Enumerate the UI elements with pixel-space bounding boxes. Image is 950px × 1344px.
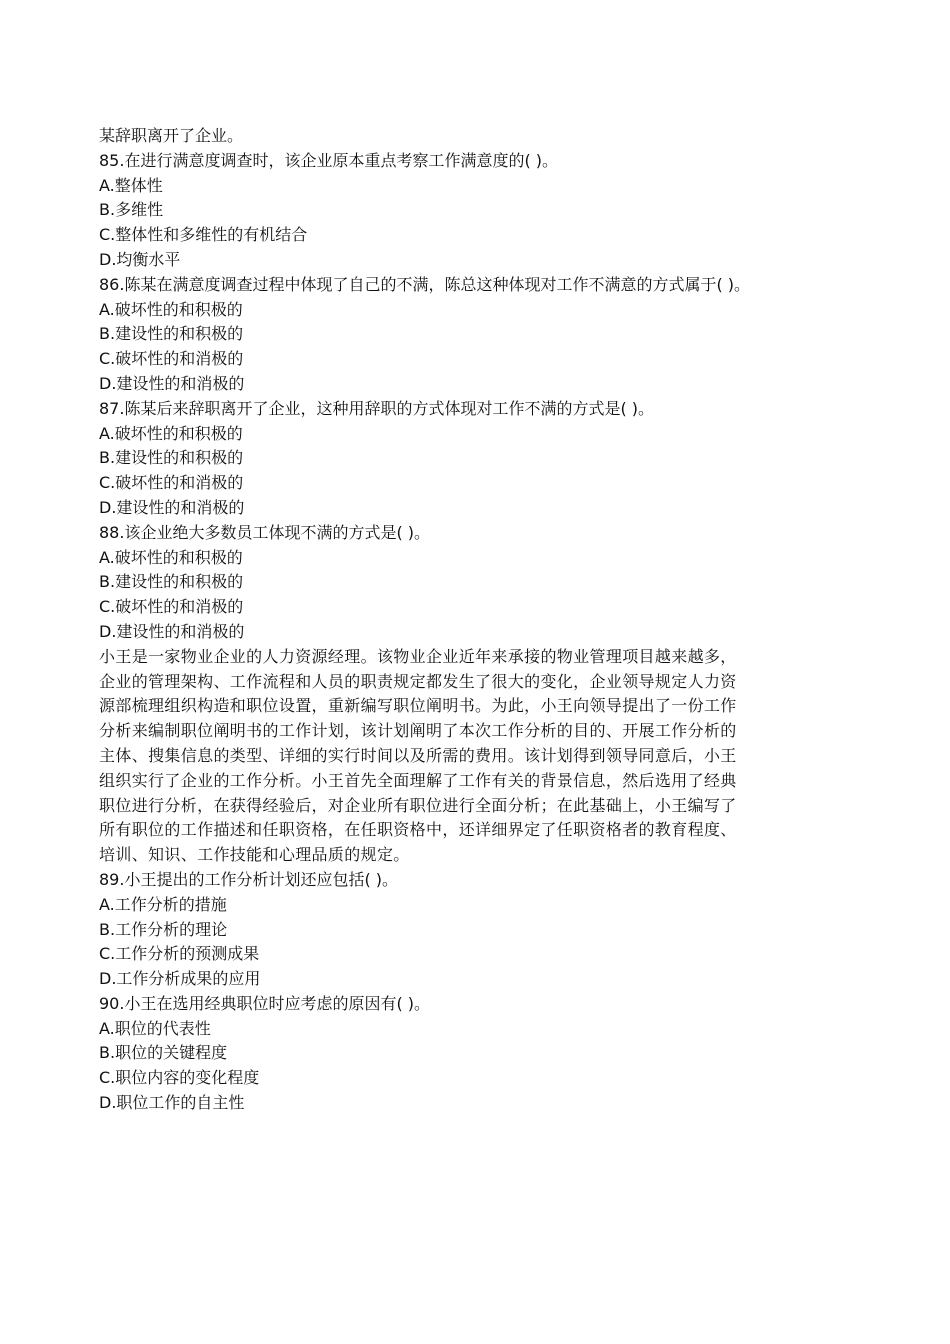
document-page [99, 124, 869, 1116]
option-85-b: B.多维性 [99, 200, 164, 220]
option-87-d: D.建设性的和消极的 [99, 497, 245, 517]
option-87-c: C.破坏性的和消极的 [99, 473, 244, 493]
case-paragraph [99, 645, 869, 868]
option-86-d: D.建设性的和消极的 [99, 373, 245, 393]
paragraph-line: 职位进行分析，在获得经验后，对企业所有职位进行全面分析；在此基础上，小王编写了 [99, 795, 737, 815]
paragraph-line: 组织实行了企业的工作分析。小王首先全面理解了工作有关的背景信息，然后选用了经典 [99, 770, 737, 790]
question-85: 85.在进行满意度调查时，该企业原本重点考察工作满意度的( )。 [99, 150, 559, 170]
option-88-c: C.破坏性的和消极的 [99, 597, 244, 617]
option-90-c: C.职位内容的变化程度 [99, 1068, 260, 1088]
option-85-a: A.整体性 [99, 175, 163, 195]
option-86-c: C.破坏性的和消极的 [99, 349, 244, 369]
paragraph-line: 源部梳理组织构造和职位设置，重新编写职位阐明书。为此，小王向领导提出了一份工作 [99, 696, 737, 716]
option-87-b: B.建设性的和积极的 [99, 448, 244, 468]
option-89-a: A.工作分析的措施 [99, 894, 227, 914]
option-89-c: C.工作分析的预测成果 [99, 944, 260, 964]
option-86-a: A.破坏性的和积极的 [99, 299, 243, 319]
option-88-d: D.建设性的和消极的 [99, 621, 245, 641]
option-89-b: B.工作分析的理论 [99, 919, 228, 939]
question-89: 89.小王提出的工作分析计划还应包括( )。 [99, 869, 399, 889]
paragraph-line: 主体、搜集信息的类型、详细的实行时间以及所需的费用。该计划得到领导同意后，小王 [99, 745, 737, 765]
option-88-a: A.破坏性的和积极的 [99, 547, 243, 567]
option-88-b: B.建设性的和积极的 [99, 572, 244, 592]
question-block-bottom [99, 868, 869, 1116]
paragraph-line: 所有职位的工作描述和任职资格，在任职资格中，还详细界定了任职资格者的教育程度、 [99, 820, 737, 840]
option-90-d: D.职位工作的自主性 [99, 1093, 245, 1113]
paragraph-line: 培训、知识、工作技能和心理品质的规定。 [99, 845, 410, 865]
question-87: 87.陈某后来辞职离开了企业，这种用辞职的方式体现对工作不满的方式是( )。 [99, 398, 655, 418]
option-90-b: B.职位的关键程度 [99, 1043, 228, 1063]
option-85-c: C.整体性和多维性的有机结合 [99, 225, 308, 245]
text-line: 某辞职离开了企业。 [99, 126, 244, 145]
option-89-d: D.工作分析成果的应用 [99, 969, 261, 989]
question-86: 86.陈某在满意度调查过程中体现了自己的不满，陈总这种体现对工作不满意的方式属于( )。 [99, 274, 751, 294]
option-90-a: A.职位的代表性 [99, 1018, 211, 1038]
question-block-top [99, 124, 869, 645]
question-90: 90.小王在选用经典职位时应考虑的原因有( )。 [99, 993, 431, 1013]
paragraph-line: 企业的管理架构、工作流程和人员的职责规定都发生了很大的变化，企业领导规定人力资 [99, 671, 737, 691]
question-88: 88.该企业绝大多数员工体现不满的方式是( )。 [99, 522, 431, 542]
option-85-d: D.均衡水平 [99, 249, 181, 269]
paragraph-line: 小王是一家物业企业的人力资源经理。该物业企业近年来承接的物业管理项目越来越多， [99, 646, 737, 666]
option-87-a: A.破坏性的和积极的 [99, 423, 243, 443]
paragraph-line: 分析来编制职位阐明书的工作计划，该计划阐明了本次工作分析的目的、开展工作分析的 [99, 721, 737, 741]
option-86-b: B.建设性的和积极的 [99, 324, 244, 344]
